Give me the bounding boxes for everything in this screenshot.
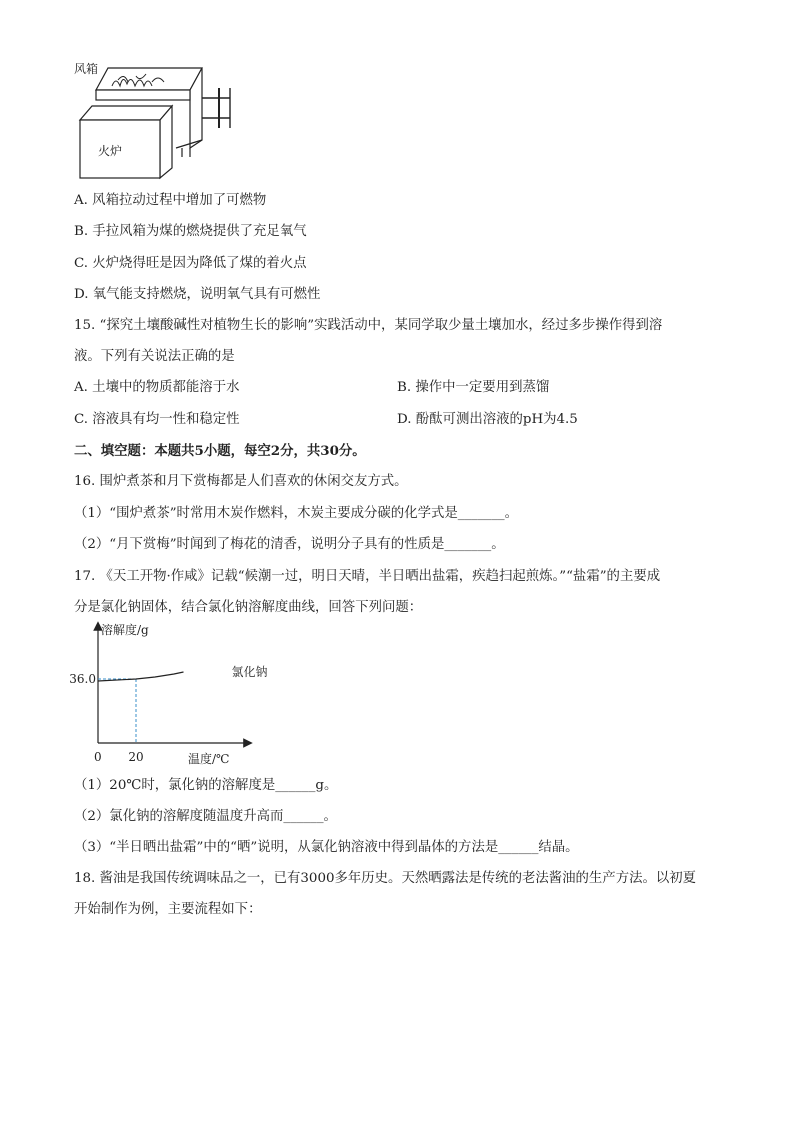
q16-stem: 16. 围炉煮茶和月下赏梅都是人们喜欢的休闲交友方式。 xyxy=(74,474,408,489)
solubility-chart xyxy=(68,620,268,770)
bellows-furnace-figure xyxy=(72,60,242,185)
q17-stem-line1: 17. 《天工开物·作咸》记载“候潮一过，明日天晴，半日晒出盐霜，疾趋扫起煎炼。”“盐霜”的主要成 xyxy=(74,569,661,584)
furnace-label: 火炉 xyxy=(98,144,123,158)
x-axis-label: 温度/℃ xyxy=(188,752,230,766)
q14-option-c: C. 火炉烧得旺是因为降低了煤的着火点 xyxy=(74,256,307,271)
q17-sub1: （1）20℃时，氯化钠的溶解度是______g。 xyxy=(74,778,338,793)
q18-stem-line2: 开始制作为例，主要流程如下： xyxy=(74,902,262,917)
x-tick-label-20: 20 xyxy=(128,750,144,764)
q15-option-b: B. 操作中一定要用到蒸馏 xyxy=(397,380,550,395)
q16-sub1: （1）“围炉煮茶”时常用木炭作燃料，木炭主要成分碳的化学式是_______。 xyxy=(74,506,519,521)
q15-stem-line2: 液。下列有关说法正确的是 xyxy=(74,349,235,364)
q17-sub3: （3）“半日晒出盐霜”中的“晒”说明，从氯化钠溶液中得到晶体的方法是______结晶。 xyxy=(74,840,579,855)
q16-sub2: （2）“月下赏梅”时闻到了梅花的清香，说明分子具有的性质是_______。 xyxy=(74,537,505,552)
q15-option-d: D. 酚酞可测出溶液的pH为4.5 xyxy=(397,412,578,427)
q18-stem-line1: 18. 酱油是我国传统调味品之一，已有3000多年历史。天然晒露法是传统的老法酱油的生产方法。以初夏 xyxy=(74,871,697,886)
q15-option-c: C. 溶液具有均一性和稳定性 xyxy=(74,412,240,427)
series-line-nacl xyxy=(98,672,184,681)
q15-stem-line1: 15. “探究土壤酸碱性对植物生长的影响”实践活动中，某同学取少量土壤加水，经过多步操作得到溶 xyxy=(74,318,663,333)
x-tick-label-0: 0 xyxy=(94,750,102,764)
q17-stem-line2: 分是氯化钠固体，结合氯化钠溶解度曲线，回答下列问题： xyxy=(74,600,423,615)
series-label-nacl: 氯化钠 xyxy=(231,665,268,679)
q14-option-d: D. 氧气能支持燃烧，说明氧气具有可燃性 xyxy=(74,287,321,302)
bellows-label: 风箱 xyxy=(74,62,99,76)
section-title: 二、填空题：本题共5小题，每空2分，共30分。 xyxy=(74,443,366,459)
q15-option-a: A. 土壤中的物质都能溶于水 xyxy=(74,380,240,395)
y-tick-label-36: 36.0 xyxy=(69,672,96,686)
y-axis-label: 溶解度/g xyxy=(101,623,149,637)
q14-option-b: B. 手拉风箱为煤的燃烧提供了充足氧气 xyxy=(74,224,307,239)
q14-option-a: A. 风箱拉动过程中增加了可燃物 xyxy=(74,193,267,208)
q17-sub2: （2）氯化钠的溶解度随温度升高而______。 xyxy=(74,809,337,824)
